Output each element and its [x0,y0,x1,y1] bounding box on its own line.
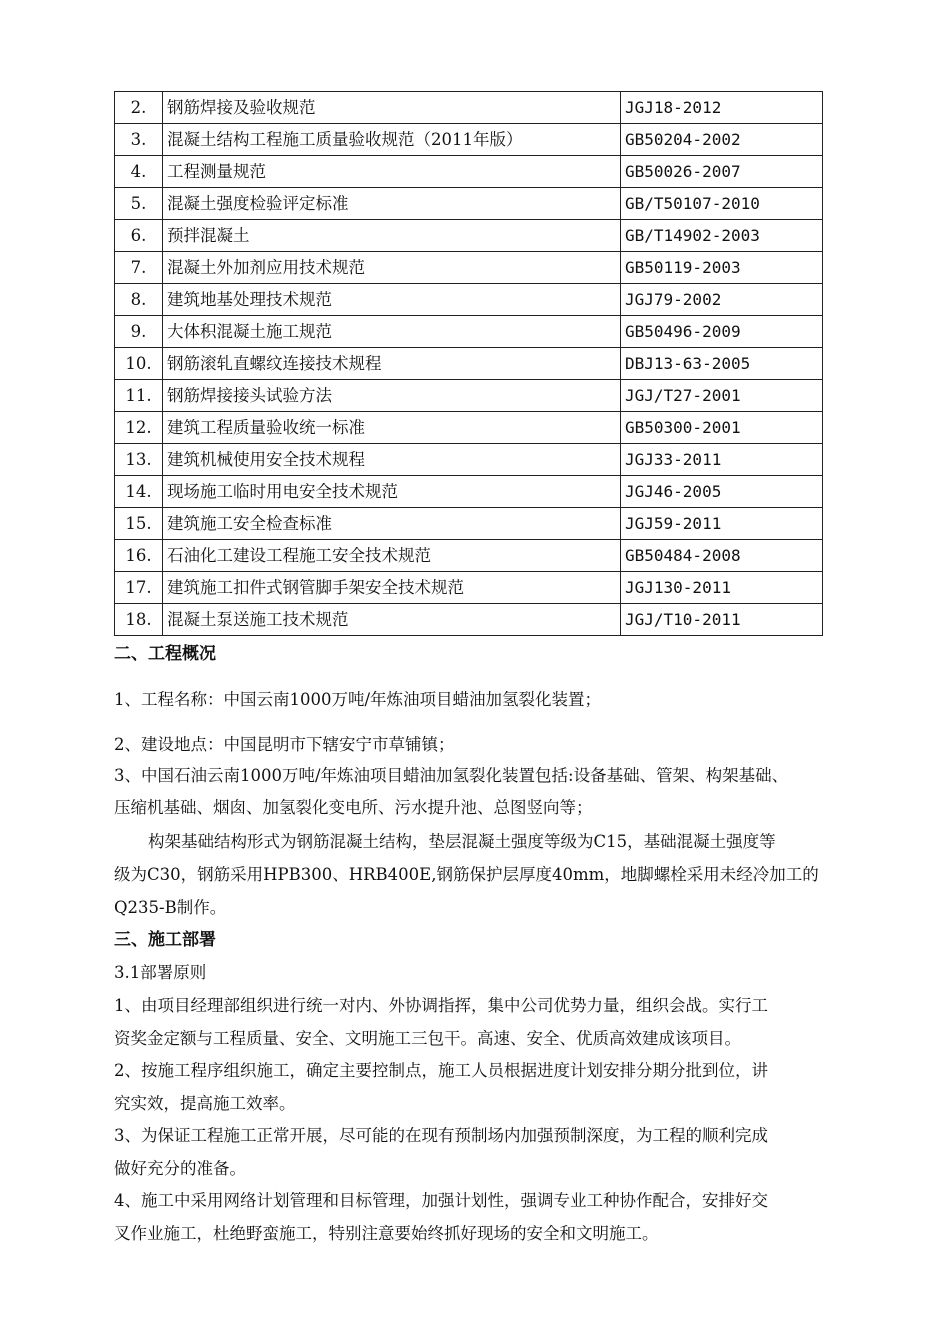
standard-code: GB50204-2002 [621,124,823,156]
row-number: 11. [115,380,163,412]
project-name-line: 1、工程名称：中国云南1000万吨/年炼油项目蜡油加氢裂化装置； [114,690,602,709]
table-row [115,92,823,124]
row-number: 2. [115,92,163,124]
standard-name: 钢筋焊接及验收规范 [163,92,621,124]
standard-code: JGJ59-2011 [621,508,823,540]
section-3-heading: 三、施工部署 [114,930,216,950]
table-row [115,540,823,572]
standard-name: 混凝土外加剂应用技术规范 [163,252,621,284]
row-number: 7. [115,252,163,284]
project-location-line: 2、建设地点：中国昆明市下辖安宁市草铺镇； [114,735,455,754]
scope-line-1: 3、中国石油云南1000万吨/年炼油项目蜡油加氢裂化装置包括:设备基础、管架、构架基础、 [114,766,789,785]
standard-code: JGJ/T10-2011 [621,604,823,636]
standard-name: 钢筋滚轧直螺纹连接技术规程 [163,348,621,380]
standard-name: 建筑机械使用安全技术规程 [163,444,621,476]
principle-2-line-1: 2、按施工程序组织施工，确定主要控制点，施工人员根据进度计划安排分期分批到位，讲 [114,1061,768,1080]
standard-code: DBJ13-63-2005 [621,348,823,380]
table-row [115,348,823,380]
table-row [115,604,823,636]
standard-name: 建筑工程质量验收统一标准 [163,412,621,444]
standard-name: 工程测量规范 [163,156,621,188]
standard-code: GB50119-2003 [621,252,823,284]
standard-name: 大体积混凝土施工规范 [163,316,621,348]
standard-code: JGJ18-2012 [621,92,823,124]
standards-table-body [115,92,823,636]
row-number: 12. [115,412,163,444]
standard-code: GB/T50107-2010 [621,188,823,220]
table-row [115,412,823,444]
principle-1-line-1: 1、由项目经理部组织进行统一对内、外协调指挥，集中公司优势力量，组织会战。实行工 [114,996,768,1015]
table-row [115,220,823,252]
table-row [115,476,823,508]
standard-code: JGJ46-2005 [621,476,823,508]
standard-code: GB/T14902-2003 [621,220,823,252]
table-row [115,156,823,188]
row-number: 4. [115,156,163,188]
standard-name: 现场施工临时用电安全技术规范 [163,476,621,508]
scope-line-2: 压缩机基础、烟囱、加氢裂化变电所、污水提升池、总图竖向等； [114,798,593,817]
table-row [115,188,823,220]
table-row [115,444,823,476]
principle-1-line-2: 资奖金定额与工程质量、安全、文明施工三包干。高速、安全、优质高效建成该项目。 [114,1029,741,1048]
table-row [115,380,823,412]
standard-name: 混凝土结构工程施工质量验收规范（2011年版） [163,124,621,156]
row-number: 18. [115,604,163,636]
standard-name: 预拌混凝土 [163,220,621,252]
table-row [115,124,823,156]
table-row [115,252,823,284]
standard-name: 建筑施工安全检查标准 [163,508,621,540]
row-number: 14. [115,476,163,508]
table-row [115,284,823,316]
row-number: 13. [115,444,163,476]
structure-para-line-2: 级为C30，钢筋采用HPB300、HRB400E,钢筋保护层厚度40mm，地脚螺栓采用未经冷加工的 [114,865,819,884]
row-number: 8. [115,284,163,316]
standard-name: 混凝土强度检验评定标准 [163,188,621,220]
standard-code: JGJ/T27-2001 [621,380,823,412]
section-3-1-subheading: 3.1部署原则 [114,963,207,982]
standard-code: JGJ79-2002 [621,284,823,316]
standard-code: GB50496-2009 [621,316,823,348]
standard-code: GB50484-2008 [621,540,823,572]
structure-para-line-1: 构架基础结构形式为钢筋混凝土结构，垫层混凝土强度等级为C15，基础混凝土强度等 [148,832,776,851]
row-number: 17. [115,572,163,604]
standard-code: JGJ33-2011 [621,444,823,476]
principle-3-line-2: 做好充分的准备。 [114,1159,246,1178]
principle-3-line-1: 3、为保证工程施工正常开展，尽可能的在现有预制场内加强预制深度，为工程的顺利完成 [114,1126,768,1145]
principle-2-line-2: 究实效，提高施工效率。 [114,1094,296,1113]
standard-code: GB50026-2007 [621,156,823,188]
row-number: 15. [115,508,163,540]
structure-para-line-3: Q235-B制作。 [114,898,227,917]
standard-name: 钢筋焊接接头试验方法 [163,380,621,412]
standard-name: 混凝土泵送施工技术规范 [163,604,621,636]
row-number: 6. [115,220,163,252]
row-number: 16. [115,540,163,572]
standard-code: JGJ130-2011 [621,572,823,604]
principle-4-line-1: 4、施工中采用网络计划管理和目标管理，加强计划性，强调专业工种协作配合，安排好交 [114,1191,768,1210]
standard-code: GB50300-2001 [621,412,823,444]
standard-name: 建筑地基处理技术规范 [163,284,621,316]
table-row [115,572,823,604]
table-row [115,316,823,348]
section-2-heading: 二、工程概况 [114,644,216,664]
row-number: 5. [115,188,163,220]
principle-4-line-2: 叉作业施工，杜绝野蛮施工，特别注意要始终抓好现场的安全和文明施工。 [114,1224,659,1243]
table-row [115,508,823,540]
row-number: 3. [115,124,163,156]
standards-table [114,91,823,636]
row-number: 10. [115,348,163,380]
standard-name: 建筑施工扣件式钢管脚手架安全技术规范 [163,572,621,604]
row-number: 9. [115,316,163,348]
standard-name: 石油化工建设工程施工安全技术规范 [163,540,621,572]
